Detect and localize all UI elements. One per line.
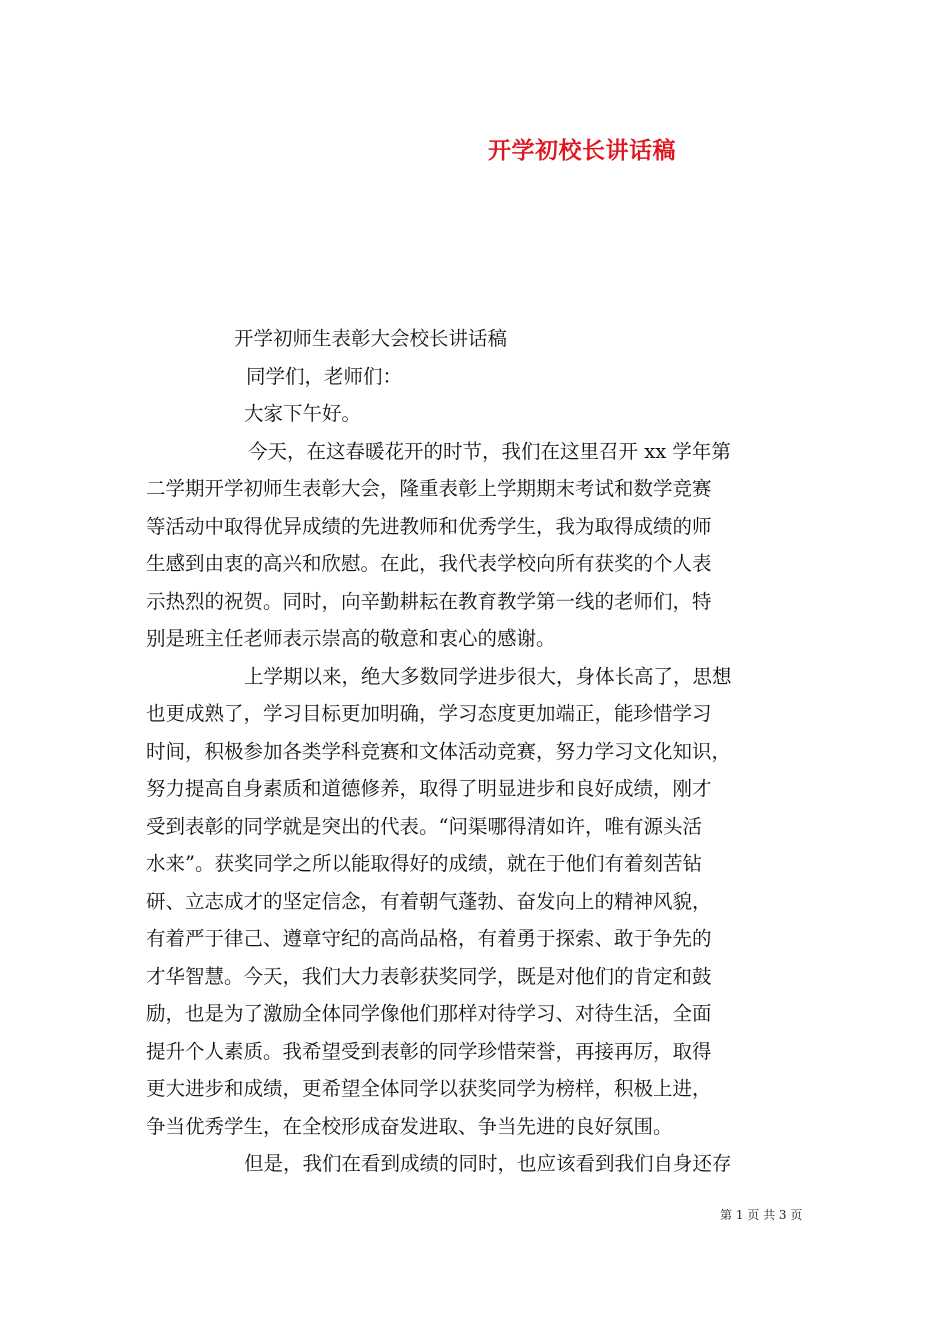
paragraph-line: 研、立志成才的坚定信念，有着朝气蓬勃、奋发向上的精神风貌， <box>146 889 712 913</box>
paragraph-line: 生感到由衷的高兴和欣慰。在此，我代表学校向所有获奖的个人表 <box>146 552 712 575</box>
paragraph-line: 才华智慧。今天，我们大力表彰获奖同学，既是对他们的肯定和鼓 <box>146 964 712 988</box>
paragraph-line: 示热烈的祝贺。同时，向辛勤耕耘在教育教学第一线的老师们，特 <box>146 589 712 613</box>
paragraph-line: 但是，我们在看到成绩的同时，也应该看到我们自身还存 <box>244 1152 732 1175</box>
paragraph-line: 今天，在这春暖花开的时节，我们在这里召开 xx 学年第 <box>248 439 731 463</box>
paragraph-line: 争当优秀学生，在全校形成奋发进取、争当先进的良好氛围。 <box>146 1114 673 1138</box>
paragraph-line: 更大进步和成绩，更希望全体同学以获奖同学为榜样，积极上进， <box>146 1077 712 1100</box>
subtitle: 开学初师生表彰大会校长讲话稿 <box>234 327 508 350</box>
paragraph-line: 也更成熟了，学习目标更加明确，学习态度更加端正，能珍惜学习 <box>146 702 712 725</box>
paragraph-line: 努力提高自身素质和道德修养，取得了明显进步和良好成绩，刚才 <box>146 777 712 800</box>
paragraph-line: 提升个人素质。我希望受到表彰的同学珍惜荣誉，再接再厉，取得 <box>146 1039 712 1063</box>
greeting: 同学们，老师们： <box>246 364 403 388</box>
paragraph-line: 受到表彰的同学就是突出的代表。“问渠哪得清如许，唯有源头活 <box>146 814 702 838</box>
paragraph-line: 励，也是为了激励全体同学像他们那样对待学习、对待生活，全面 <box>146 1002 712 1025</box>
document-body <box>146 320 816 1183</box>
salutation: 大家下午好。 <box>244 402 362 425</box>
paragraph-line: 有着严于律己、遵章守纪的高尚品格，有着勇于探索、敢于争先的 <box>146 927 712 950</box>
paragraph-line: 二学期开学初师生表彰大会，隆重表彰上学期期末考试和数学竞赛 <box>146 477 712 500</box>
document-title: 开学初校长讲话稿 <box>488 137 676 164</box>
paragraph-line: 上学期以来，绝大多数同学进步很大，身体长高了，思想 <box>244 664 732 688</box>
page-number: 第 1 页 共 3 页 <box>720 1208 803 1222</box>
paragraph-line: 别是班主任老师表示崇高的敬意和衷心的感谢。 <box>146 627 556 650</box>
paragraph-line: 水来”。获奖同学之所以能取得好的成绩，就在于他们有着刻苦钻 <box>146 852 702 875</box>
paragraph-line: 时间，积极参加各类学科竞赛和文体活动竞赛，努力学习文化知识， <box>146 739 732 763</box>
paragraph-line: 等活动中取得优异成绩的先进教师和优秀学生，我为取得成绩的师 <box>146 514 712 538</box>
